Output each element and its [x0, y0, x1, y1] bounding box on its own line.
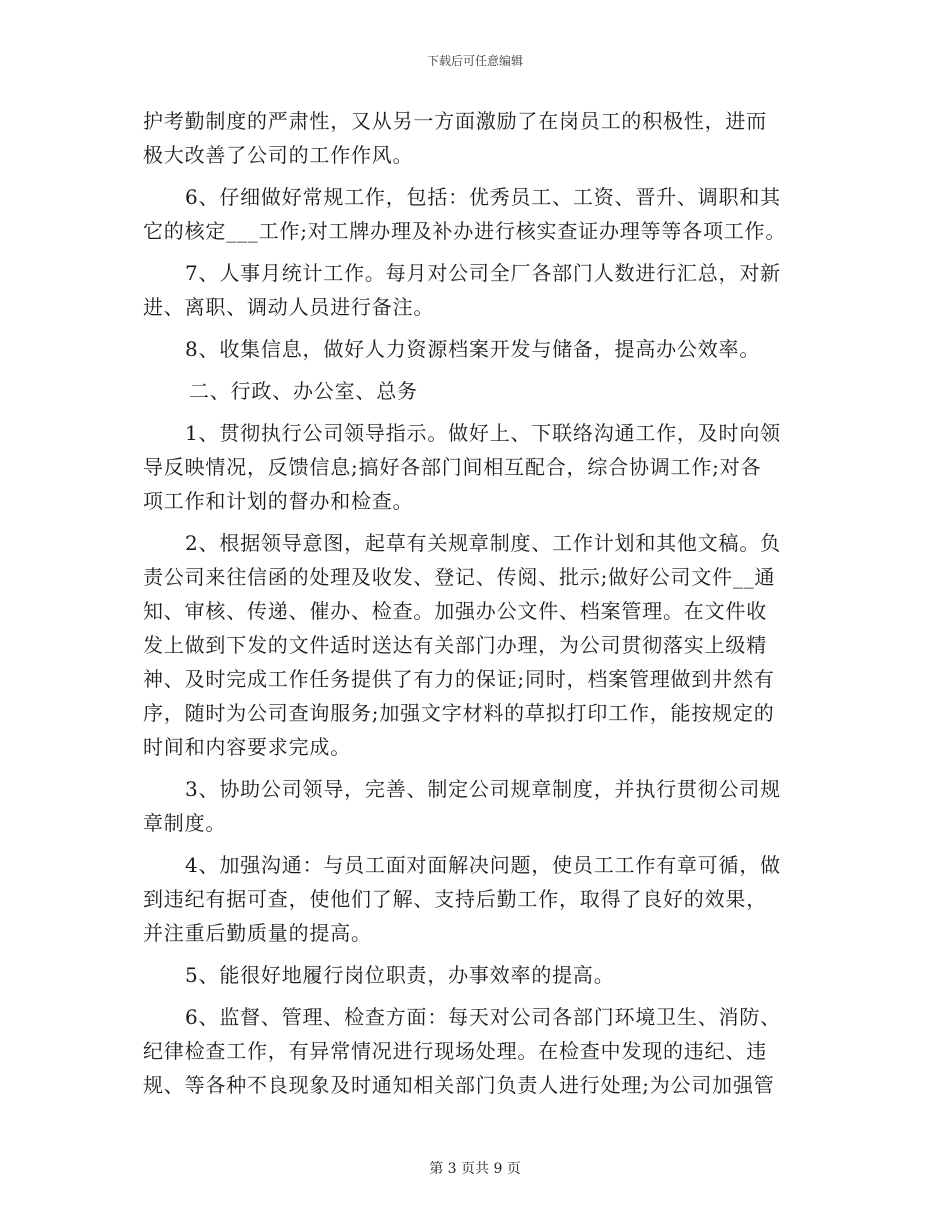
text-line: 4、加强沟通：与员工面对面解决问题，使员工工作有章可循，做	[185, 853, 781, 877]
text-line: 规、等各种不良现象及时通知相关部门负责人进行处理;为公司加强管	[143, 1073, 775, 1097]
paragraph	[143, 958, 809, 992]
text-line: 护考勤制度的严肃性，又从另一方面激励了在岗员工的积极性，进而	[143, 109, 767, 133]
text-line: 6、仔细做好常规工作，包括：优秀员工、工资、晋升、调职和其	[185, 185, 781, 209]
text-line: 时间和内容要求完成。	[143, 735, 351, 759]
text-line: 极大改善了公司的工作作风。	[143, 143, 414, 167]
text-line: 7、人事月统计工作。每月对公司全厂各部门人数进行汇总，对新	[185, 261, 781, 285]
text-line: 5、能很好地履行岗位职责，办事效率的提高。	[185, 963, 615, 987]
paragraph	[143, 848, 809, 950]
text-line: 2、根据领导意图，起草有关规章制度、工作计划和其他文稿。负	[185, 531, 781, 555]
text-line: 并注重后勤质量的提高。	[143, 921, 372, 945]
paragraph	[143, 526, 809, 764]
paragraph	[143, 104, 809, 172]
text-line: 3、协助公司领导，完善、制定公司规章制度，并执行贯彻公司规	[185, 777, 781, 801]
text-line: 到违纪有据可查，使他们了解、支持后勤工作，取得了良好的效果，	[143, 887, 767, 911]
text-line: 项工作和计划的督办和检查。	[143, 489, 414, 513]
text-line: 进、离职、调动人员进行备注。	[143, 295, 435, 319]
document-body	[143, 104, 809, 1102]
text-line: 它的核定___工作;对工牌办理及补办进行核实查证办理等等各项工作。	[143, 219, 787, 243]
text-line: 责公司来往信函的处理及收发、登记、传阅、批示;做好公司文件__通	[143, 565, 776, 589]
paragraph	[143, 256, 809, 324]
text-line: 8、收集信息，做好人力资源档案开发与储备，提高办公效率。	[185, 337, 761, 361]
text-line: 章制度。	[143, 811, 227, 835]
text-line: 二、行政、办公室、总务	[189, 379, 418, 403]
text-line: 序，随时为公司查询服务;加强文字材料的草拟打印工作，能按规定的	[143, 701, 775, 725]
paragraph	[143, 332, 809, 366]
page-header: 下载后可任意编辑	[426, 54, 523, 68]
text-line: 导反映情况，反馈信息;搞好各部门间相互配合，综合协调工作;对各	[143, 455, 762, 479]
section-heading	[143, 374, 809, 408]
paragraph	[143, 1000, 809, 1102]
text-line: 纪律检查工作，有异常情况进行现场处理。在检查中发现的违纪、违	[143, 1039, 767, 1063]
paragraph	[143, 772, 809, 840]
text-line: 1、贯彻执行公司领导指示。做好上、下联络沟通工作，及时向领	[185, 421, 781, 445]
page-footer: 第 3 页共 9 页	[429, 1161, 521, 1177]
paragraph	[143, 180, 809, 248]
text-line: 神、及时完成工作任务提供了有力的保证;同时，档案管理做到井然有	[143, 667, 775, 691]
paragraph	[143, 416, 809, 518]
text-line: 6、监督、管理、检查方面：每天对公司各部门环境卫生、消防、	[185, 1005, 781, 1029]
text-line: 发上做到下发的文件适时送达有关部门办理，为公司贯彻落实上级精	[143, 633, 767, 657]
text-line: 知、审核、传递、催办、检查。加强办公文件、档案管理。在文件收	[143, 599, 767, 623]
